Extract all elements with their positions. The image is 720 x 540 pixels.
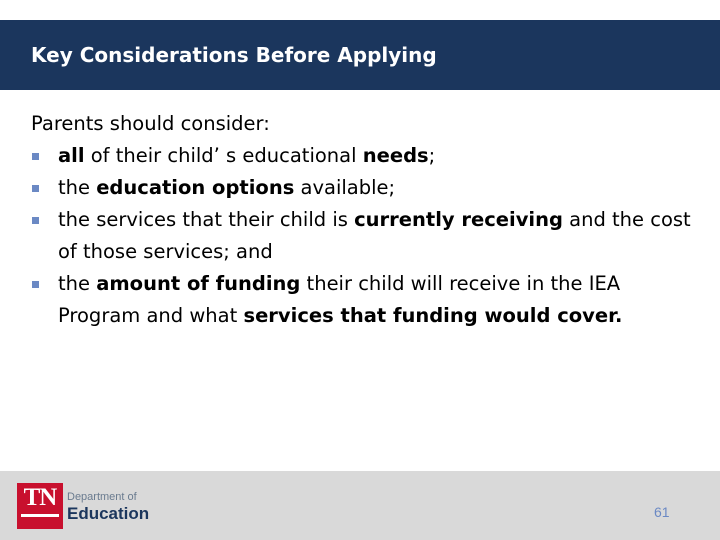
square-bullet-icon [32, 217, 39, 224]
slide-header [0, 20, 720, 90]
slide-body [31, 108, 691, 332]
bullet-run: ; [428, 144, 436, 167]
tn-education-logo [17, 483, 150, 529]
bullet-run: of their child’ s educational [84, 144, 363, 167]
bullet-item [31, 204, 691, 268]
logo-education-text: Education [67, 504, 150, 523]
slide-footer [0, 471, 720, 540]
intro-text: Parents should consider: [31, 112, 270, 135]
bullet-item [31, 140, 691, 172]
bullet-run: and the cost of those services; and [58, 208, 691, 263]
bullet-run: amount of funding [96, 272, 301, 295]
bullet-run: the services that their child is [58, 208, 355, 231]
bullet-run: the [58, 272, 97, 295]
bullet-run: all [58, 144, 85, 167]
bullet-item [31, 268, 691, 332]
bullet-run: available; [294, 176, 396, 199]
slide-title: Key Considerations Before Applying [31, 43, 437, 67]
bullet-run: the [58, 176, 97, 199]
bullet-item [31, 172, 691, 204]
bullet-list [31, 140, 691, 332]
bullet-run: services that funding would cover. [243, 304, 623, 327]
square-bullet-icon [32, 185, 39, 192]
tn-logo-icon [17, 483, 63, 529]
logo-department-text: Department of [67, 491, 137, 503]
square-bullet-icon [32, 153, 39, 160]
logo-underline [21, 514, 59, 517]
page-number: 61 [654, 504, 670, 520]
bullet-run: needs [362, 144, 429, 167]
square-bullet-icon [32, 281, 39, 288]
bullet-run: their child will receive in the IEA Program and what [58, 272, 621, 327]
logo-mark: TN [23, 484, 57, 511]
bullet-run: currently receiving [354, 208, 563, 231]
bullet-run: education options [96, 176, 295, 199]
